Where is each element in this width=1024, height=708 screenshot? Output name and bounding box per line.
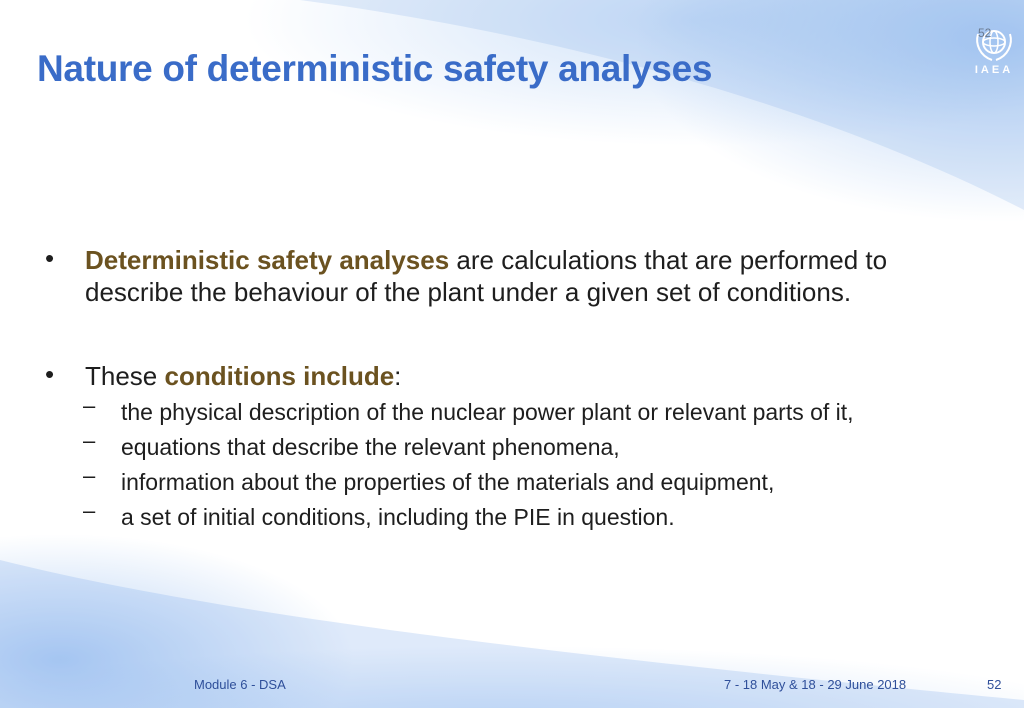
footer-module: Module 6 - DSA [194,677,286,692]
logo-text: IAEA [974,64,1014,76]
sub-item [45,428,985,461]
slide-body [45,244,985,538]
bullet-suffix: : [394,361,402,391]
footer-page-number: 52 [987,677,1002,692]
bullet-item [45,360,985,392]
bullet-item [45,244,985,308]
bullet-prefix: These [85,361,165,391]
sub-item [45,498,985,531]
footer-dates: 7 - 18 May & 18 - 29 June 2018 [724,677,907,692]
bullet-icon: • [45,243,55,273]
sub-list [45,393,985,531]
emphasis-text: Deterministic safety analyses [85,245,450,275]
slide-number-top: 52 [978,26,992,40]
bullet-icon: • [45,359,55,389]
sub-item-text: the physical description of the nuclear power plant or relevant parts of it, [121,399,854,425]
sub-item [45,393,985,426]
sub-item-text: a set of initial conditions, including the PIE in question. [121,504,675,530]
dash-icon: – [83,393,96,418]
emphasis-text: conditions include [164,361,395,391]
sub-item-text: equations that describe the relevant phenomena, [121,434,620,460]
sub-item-text: information about the properties of the materials and equipment, [121,469,775,495]
bullet-text: are calculations that are performed to describe the behaviour of the plant under a given set of conditions. [85,245,888,307]
dash-icon: – [83,428,96,453]
dash-icon: – [83,498,96,523]
iaea-logo [968,22,1020,78]
slide-title: Nature of deterministic safety analyses [37,48,713,89]
sub-item [45,463,985,496]
dash-icon: – [83,463,96,488]
